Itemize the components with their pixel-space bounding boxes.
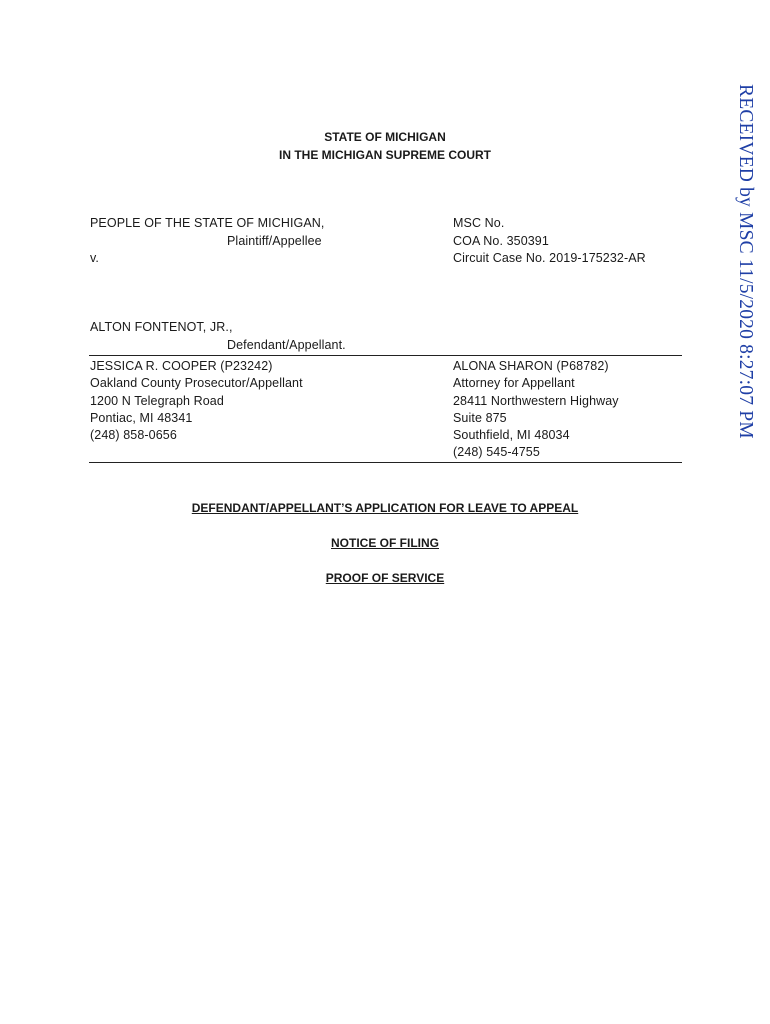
bottom-rule <box>89 462 682 463</box>
prosecutor-line: Oakland County Prosecutor/Appellant <box>90 376 303 390</box>
notice-title: NOTICE OF FILING <box>331 536 439 550</box>
plaintiff-name: PEOPLE OF THE STATE OF MICHIGAN, <box>90 216 325 230</box>
application-title: DEFENDANT/APPELLANT’S APPLICATION FOR LEAVE TO APPEAL <box>191 501 579 515</box>
prosecutor-line: 1200 N Telegraph Road <box>90 394 224 408</box>
versus-label: v. <box>90 251 99 265</box>
defense-line: Suite 875 <box>453 411 507 425</box>
circuit-case-number: Circuit Case No. 2019-175232-AR <box>453 251 646 265</box>
defense-line: ALONA SHARON (P68782) <box>453 359 609 373</box>
defense-line: Attorney for Appellant <box>453 376 575 390</box>
received-stamp: RECEIVED by MSC 11/5/2020 8:27:07 PM <box>735 84 756 439</box>
msc-number: MSC No. <box>453 216 505 230</box>
defense-line: Southfield, MI 48034 <box>453 428 570 442</box>
court-heading: IN THE MICHIGAN SUPREME COURT <box>278 148 491 162</box>
proof-title: PROOF OF SERVICE <box>325 571 445 585</box>
prosecutor-line: Pontiac, MI 48341 <box>90 411 193 425</box>
prosecutor-line: (248) 858-0656 <box>90 428 177 442</box>
plaintiff-role: Plaintiff/Appellee <box>227 234 322 248</box>
defense-line: (248) 545-4755 <box>453 445 540 459</box>
coa-number: COA No. 350391 <box>453 234 549 248</box>
defendant-name: ALTON FONTENOT, JR., <box>90 320 233 334</box>
state-heading: STATE OF MICHIGAN <box>324 130 446 144</box>
top-rule <box>89 355 682 356</box>
defendant-role: Defendant/Appellant. <box>227 338 346 352</box>
prosecutor-line: JESSICA R. COOPER (P23242) <box>90 359 273 373</box>
defense-line: 28411 Northwestern Highway <box>453 394 619 408</box>
